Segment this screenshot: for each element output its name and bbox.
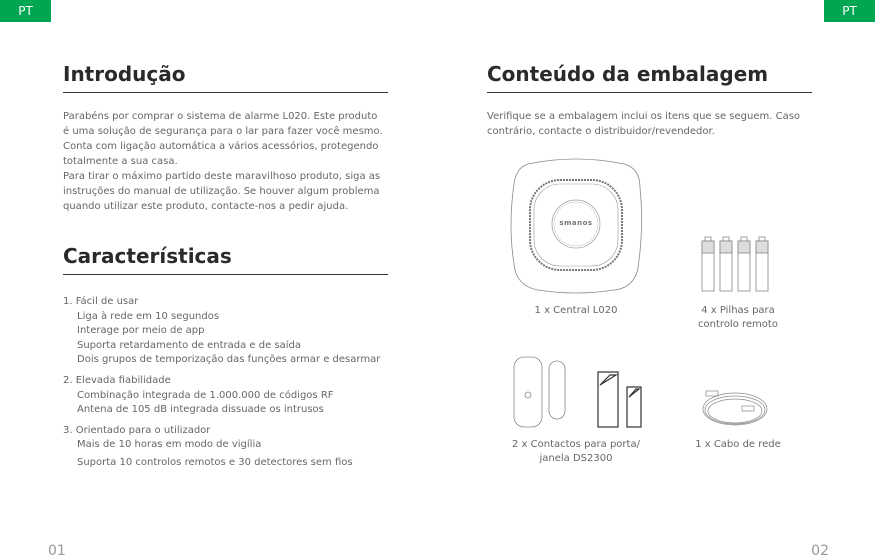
feature-detail: Mais de 10 horas em modo de vigília bbox=[77, 439, 262, 451]
item-caption: 1 x Central L020 bbox=[534, 305, 618, 316]
text-line: instruções do manual de utilização. Se houver algum problema bbox=[63, 186, 380, 197]
intro-text bbox=[63, 109, 383, 214]
item-caption: 4 x Pilhas para controlo remoto bbox=[698, 305, 778, 330]
item-caption: 2 x Contactos para porta/ janela DS2300 bbox=[512, 439, 640, 464]
text-line: Verifique se a embalagem inclui os itens que se seguem. Caso bbox=[487, 111, 801, 122]
package-title: Conteúdo da embalagem bbox=[487, 62, 812, 93]
page-number: 01 bbox=[48, 543, 66, 559]
text-line: contrário, contacte o distribuidor/revendedor. bbox=[487, 126, 715, 137]
batteries-image bbox=[700, 235, 775, 295]
network-cable-image bbox=[700, 388, 770, 430]
features-title: Características bbox=[63, 244, 388, 275]
feature-item bbox=[63, 374, 380, 418]
feature-detail: Combinação integrada de 1.000.000 de códigos RF bbox=[77, 389, 334, 401]
feature-item bbox=[63, 295, 380, 368]
smanos-logo: smanos bbox=[559, 219, 593, 227]
item-caption: 1 x Cabo de rede bbox=[695, 439, 781, 450]
text-line: Parabéns por comprar o sistema de alarme L020. Este produto bbox=[63, 111, 378, 122]
feature-heading: 3. Orientado para o utilizador bbox=[63, 424, 211, 436]
language-tag: PT bbox=[0, 0, 51, 22]
text-line: é uma solução de segurança para o lar para fazer você mesmo. bbox=[63, 126, 383, 137]
text-line: Conta com ligação automática a vários acessórios, protegendo bbox=[63, 141, 379, 152]
door-contacts-image bbox=[512, 355, 647, 430]
feature-item bbox=[63, 424, 380, 471]
package-text bbox=[487, 109, 800, 139]
feature-detail: Interage por meio de app bbox=[77, 325, 205, 337]
text-line: quando utilizar este produto, contacte-nos a pedir ajuda. bbox=[63, 201, 349, 212]
feature-detail: Dois grupos de temporização das funções armar e desarmar bbox=[77, 354, 381, 366]
intro-title: Introdução bbox=[63, 62, 388, 93]
feature-detail: Liga à rede em 10 segundos bbox=[77, 310, 220, 322]
feature-heading: 1. Fácil de usar bbox=[63, 296, 139, 307]
text-line: totalmente a sua casa. bbox=[63, 156, 178, 167]
feature-heading: 2. Elevada fiabilidade bbox=[63, 374, 171, 386]
feature-detail: Suporta 10 controlos remotos e 30 detectores sem fios bbox=[77, 456, 353, 468]
feature-detail: Antena de 105 dB integrada dissuade os intrusos bbox=[77, 404, 324, 416]
features-list bbox=[63, 295, 380, 477]
feature-detail: Suporta retardamento de entrada e de saída bbox=[77, 339, 302, 351]
page-number: 02 bbox=[811, 543, 829, 559]
language-tag: PT bbox=[824, 0, 875, 22]
text-line: Para tirar o máximo partido deste maravilhoso produto, siga as bbox=[63, 171, 381, 182]
